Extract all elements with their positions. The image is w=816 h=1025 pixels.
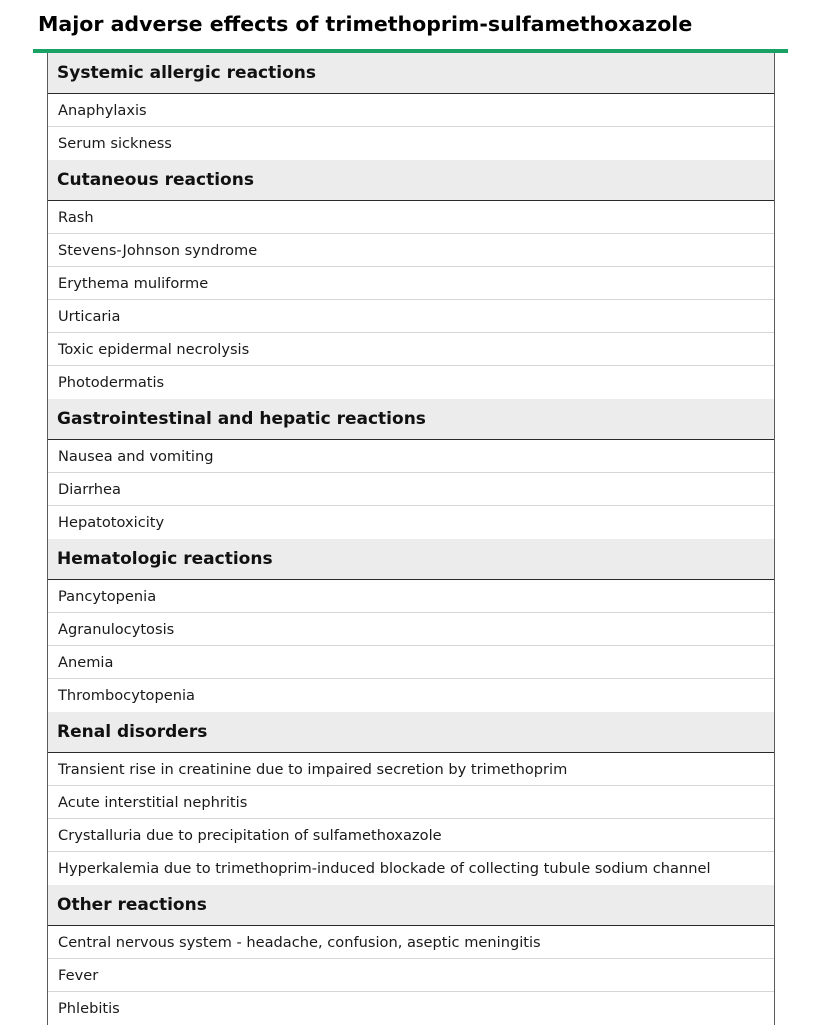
- section-header: Gastrointestinal and hepatic reactions: [48, 399, 774, 440]
- table-row: Photodermatis: [58, 374, 165, 391]
- table-row: Central nervous system - headache, confusion, aseptic meningitis: [48, 926, 774, 959]
- table-row: Hepatotoxicity: [58, 514, 165, 531]
- table-row: Anaphylaxis: [48, 94, 774, 127]
- table-row: Diarrhea: [48, 473, 774, 506]
- table-row: Erythema muliforme: [48, 267, 774, 300]
- table-row: Urticaria: [48, 300, 774, 333]
- table-row: Crystalluria due to precipitation of sulfamethoxazole: [48, 819, 774, 852]
- section-header: Systemic allergic reactions: [48, 53, 774, 94]
- table-row: Toxic epidermal necrolysis: [48, 333, 774, 366]
- table-row: Nausea and vomiting: [48, 440, 774, 473]
- table-row: Fever: [48, 959, 774, 992]
- section-header: Renal disorders: [48, 712, 774, 753]
- section-header: Cutaneous reactions: [48, 160, 774, 201]
- section-header: Hematologic reactions: [48, 539, 774, 580]
- table-row: Transient rise in creatinine due to impaired secretion by trimethoprim: [48, 753, 774, 786]
- page-title: Major adverse effects of trimethoprim-sulfamethoxazole: [38, 12, 693, 36]
- table-row: Stevens-Johnson syndrome: [48, 234, 774, 267]
- table-row: Serum sickness: [58, 135, 172, 152]
- table-row: Rash: [48, 201, 774, 234]
- table-row: Agranulocytosis: [48, 613, 774, 646]
- table-row: Phlebitis: [58, 1000, 120, 1017]
- section-header: Other reactions: [48, 885, 774, 926]
- table-row: Acute interstitial nephritis: [48, 786, 774, 819]
- table-row: Anemia: [48, 646, 774, 679]
- table-row: Hyperkalemia due to trimethoprim-induced blockade of collecting tubule sodium channel: [58, 860, 711, 877]
- table-row: Pancytopenia: [48, 580, 774, 613]
- table-row: Thrombocytopenia: [58, 687, 195, 704]
- adverse-effects-table: [47, 53, 775, 1025]
